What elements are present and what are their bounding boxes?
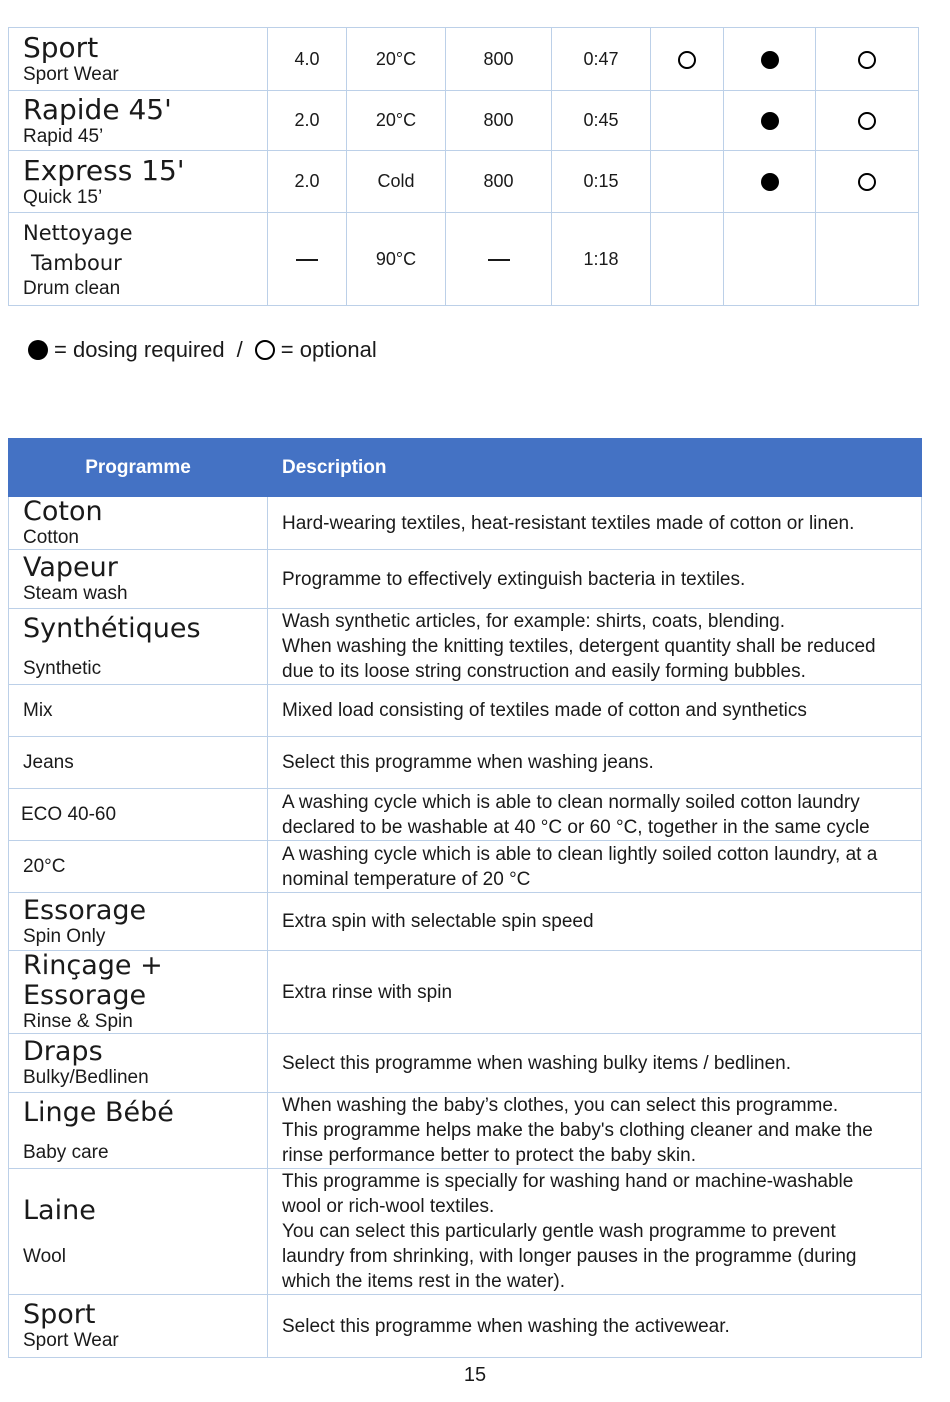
description-cell — [268, 1034, 922, 1093]
programme-name-en: Wool — [23, 1245, 66, 1267]
dosing-cell-2 — [724, 28, 816, 91]
dosing-cell-1 — [651, 151, 724, 213]
programme-cell — [9, 737, 268, 789]
description-cell — [268, 841, 922, 893]
programme-settings-table — [8, 27, 919, 306]
table-header-row — [9, 439, 922, 497]
table-row — [9, 1034, 922, 1093]
dash-icon — [488, 259, 510, 261]
programme-cell — [9, 951, 268, 1034]
description-line: You can select this particularly gentle wash programme to prevent — [282, 1221, 836, 1242]
table-row — [9, 151, 919, 213]
programme-name-en: Jeans — [23, 751, 74, 773]
programme-name-fr: Tambour — [31, 251, 122, 275]
required-dot-icon — [28, 340, 48, 360]
programme-name-en: Mix — [23, 699, 53, 721]
optional-circle-icon — [255, 340, 275, 360]
table-row — [9, 1295, 922, 1358]
description-cell — [268, 1169, 922, 1295]
required-dot-icon — [761, 112, 779, 130]
temperature-cell: 20°C — [347, 28, 446, 91]
programme-name-en: 20°C — [23, 855, 66, 877]
programme-name-fr: Essorage — [23, 894, 147, 926]
table-row — [9, 685, 922, 737]
header-description: Description — [268, 439, 922, 497]
programme-name-en: Sport Wear — [23, 1330, 119, 1351]
load-cell: 4.0 — [268, 28, 347, 91]
description-line: Wash synthetic articles, for example: shirts, coats, blending. — [282, 611, 786, 632]
programme-name-fr: Sport — [23, 31, 99, 64]
optional-circle-icon — [858, 112, 876, 130]
programme-cell — [9, 1093, 268, 1169]
temperature-cell: 20°C — [347, 91, 446, 151]
description-line: Select this programme when washing bulky items / bedlinen. — [282, 1052, 792, 1074]
description-line: due to its loose string construction and easily forming bubbles. — [282, 661, 806, 682]
description-line: Select this programme when washing the activewear. — [282, 1315, 730, 1337]
legend-separator: / — [236, 337, 243, 362]
description-line: Select this programme when washing jeans. — [282, 752, 654, 773]
table-row — [9, 91, 919, 151]
time-cell: 0:45 — [552, 91, 651, 151]
load-cell: 2.0 — [268, 151, 347, 213]
table-row — [9, 951, 922, 1034]
programme-cell — [9, 1295, 268, 1358]
dosing-cell-3 — [816, 28, 919, 91]
programme-name-fr: Rinçage + Essorage — [23, 950, 163, 1011]
spin-cell: 800 — [446, 151, 552, 213]
programme-cell — [9, 151, 268, 213]
programme-name-fr: Rapide 45' — [23, 92, 172, 126]
description-line: laundry from shrinking, with longer pauses in the programme (during — [282, 1246, 857, 1267]
dosing-cell-1 — [651, 28, 724, 91]
programme-name-en: Drum clean — [23, 278, 121, 299]
load-cell: 2.0 — [268, 91, 347, 151]
description-line: When washing the knitting textiles, detergent quantity shall be reduced — [282, 636, 876, 657]
programme-name-en: Quick 15’ — [23, 186, 103, 208]
description-line: nominal temperature of 20 °C — [282, 868, 531, 890]
table-row — [9, 841, 922, 893]
description-cell — [268, 893, 922, 951]
programme-name-en: Rapid 45’ — [23, 125, 104, 147]
programme-cell — [9, 609, 268, 685]
dosing-cell-3 — [816, 151, 919, 213]
programme-cell — [9, 91, 268, 151]
description-line: Mixed load consisting of textiles made of cotton and synthetics — [282, 700, 807, 721]
optional-circle-icon — [858, 51, 876, 69]
description-cell — [268, 789, 922, 841]
description-line: Extra rinse with spin — [282, 981, 453, 1003]
table-row — [9, 28, 919, 91]
programme-name-en: Spin Only — [23, 925, 106, 947]
table-row — [9, 1093, 922, 1169]
table-row — [9, 789, 922, 841]
programme-cell — [9, 893, 268, 951]
table-row — [9, 213, 919, 306]
dash-icon — [296, 259, 318, 261]
description-cell — [268, 685, 922, 737]
table-row — [9, 893, 922, 951]
description-line: which the items rest in the water). — [282, 1271, 565, 1292]
description-line: Hard-wearing textiles, heat-resistant textiles made of cotton or linen. — [282, 512, 855, 534]
description-line: declared to be washable at 40 °C or 60 °C, together in the same cycle — [282, 816, 870, 838]
description-line: Extra spin with selectable spin speed — [282, 911, 594, 932]
time-cell: 1:18 — [552, 213, 651, 306]
programme-name-en: Cotton — [23, 527, 79, 548]
programme-cell — [9, 1169, 268, 1295]
programme-cell — [9, 789, 268, 841]
programme-name-fr: Nettoyage — [23, 221, 133, 245]
dosing-cell-2 — [724, 91, 816, 151]
required-dot-icon — [761, 51, 779, 69]
legend-required-text: = dosing required — [54, 337, 225, 362]
programme-name-en: Bulky/Bedlinen — [23, 1067, 149, 1088]
table-row — [9, 497, 922, 550]
table-row — [9, 1169, 922, 1295]
programme-cell — [9, 497, 268, 550]
programme-name-fr: Sport — [23, 1299, 96, 1330]
spin-cell — [446, 213, 552, 306]
description-line: Programme to effectively extinguish bacteria in textiles. — [282, 568, 746, 590]
time-cell: 0:47 — [552, 28, 651, 91]
programme-name-en: Steam wash — [23, 583, 128, 604]
optional-circle-icon — [858, 173, 876, 191]
dosing-cell-1 — [651, 213, 724, 306]
programme-name-fr: Linge Bébé — [23, 1096, 174, 1128]
description-cell — [268, 609, 922, 685]
required-dot-icon — [761, 173, 779, 191]
description-cell — [268, 951, 922, 1034]
description-cell — [268, 550, 922, 609]
header-programme: Programme — [9, 439, 268, 497]
programme-name-en: Sport Wear — [23, 64, 119, 85]
description-cell — [268, 1093, 922, 1169]
dosing-legend — [28, 336, 377, 364]
description-line: This programme helps make the baby's clothing cleaner and make the — [282, 1120, 873, 1141]
programme-description-table — [8, 438, 922, 1358]
dosing-cell-2 — [724, 213, 816, 306]
page-number: 15 — [463, 1364, 487, 1386]
temperature-cell: 90°C — [347, 213, 446, 306]
description-line: When washing the baby’s clothes, you can select this programme. — [282, 1095, 839, 1116]
programme-name-fr: Vapeur — [23, 552, 118, 583]
spin-cell: 800 — [446, 91, 552, 151]
dosing-cell-3 — [816, 213, 919, 306]
table-row — [9, 737, 922, 789]
optional-circle-icon — [678, 51, 696, 69]
programme-cell — [9, 685, 268, 737]
programme-name-fr: Synthétiques — [23, 612, 201, 644]
programme-name-fr: Draps — [23, 1036, 103, 1067]
dosing-cell-3 — [816, 91, 919, 151]
table-row — [9, 609, 922, 685]
programme-cell — [9, 1034, 268, 1093]
description-line: A washing cycle which is able to clean normally soiled cotton laundry — [282, 791, 860, 813]
description-cell — [268, 737, 922, 789]
programme-name-fr: Coton — [23, 496, 103, 527]
description-line: wool or rich-wool textiles. — [282, 1196, 495, 1217]
programme-cell — [9, 550, 268, 609]
legend-optional-text: = optional — [280, 337, 377, 362]
programme-name-en: Synthetic — [23, 657, 102, 679]
programme-name-fr: Express 15' — [23, 153, 185, 187]
description-cell — [268, 497, 922, 550]
table-row — [9, 550, 922, 609]
description-line: rinse performance better to protect the baby skin. — [282, 1145, 696, 1166]
time-cell: 0:15 — [552, 151, 651, 213]
programme-name-en: Rinse & Spin — [23, 1011, 133, 1032]
programme-name-fr: Laine — [23, 1194, 96, 1226]
programme-name-en: Baby care — [23, 1141, 109, 1163]
description-cell — [268, 1295, 922, 1358]
dosing-cell-2 — [724, 151, 816, 213]
programme-cell — [9, 213, 268, 306]
spin-cell: 800 — [446, 28, 552, 91]
programme-cell — [9, 841, 268, 893]
programme-name-en: ECO 40-60 — [21, 803, 117, 825]
load-cell — [268, 213, 347, 306]
temperature-cell: Cold — [347, 151, 446, 213]
programme-cell — [9, 28, 268, 91]
dosing-cell-1 — [651, 91, 724, 151]
description-line: This programme is specially for washing hand or machine-washable — [282, 1171, 854, 1192]
description-line: A washing cycle which is able to clean lightly soiled cotton laundry, at a — [282, 843, 878, 865]
